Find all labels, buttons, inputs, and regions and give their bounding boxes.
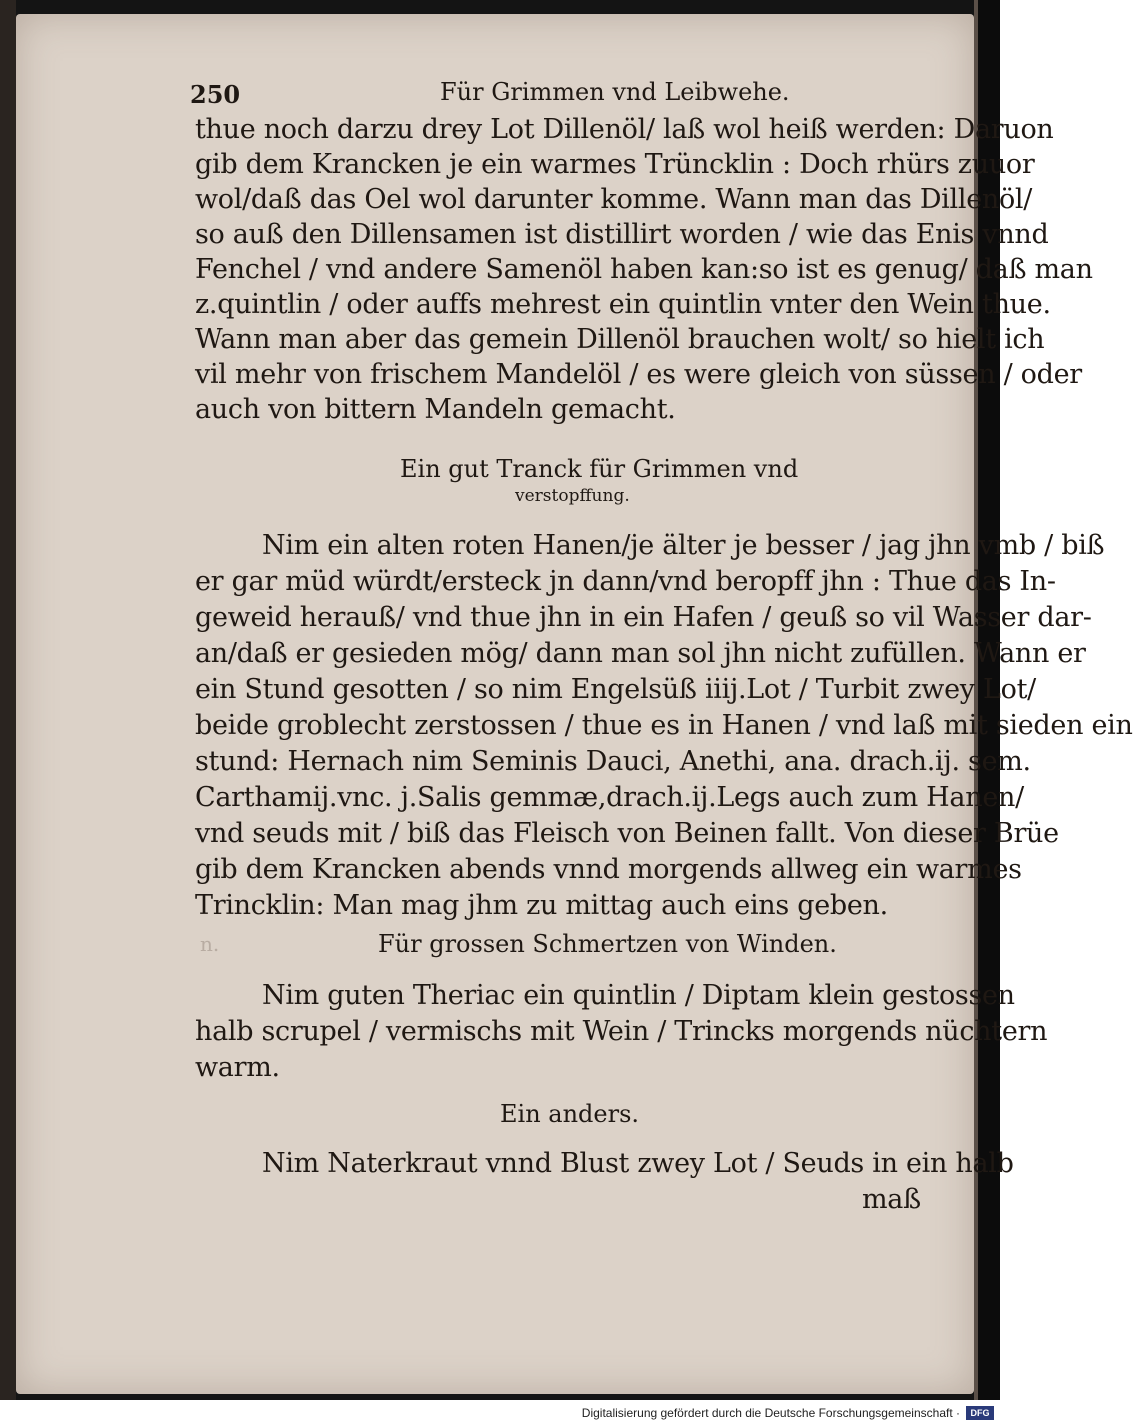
page-left-edge [0,0,16,1400]
text-line: gib dem Krancken je ein warmes Trüncklin : Doch rhürs zuuor [195,149,1035,180]
text-line: warm. [195,1052,280,1083]
text-line: halb scrupel / vermischs mit Wein / Trincks morgends nüchtern [195,1016,1048,1047]
text-line: z.quintlin / oder auffs mehrest ein quintlin vnter den Wein thue. [195,289,1051,320]
text-line: Nim ein alten roten Hanen/je älter je besser / jag jhn vmb / biß [262,530,1105,561]
section-heading: Ein anders. [500,1100,640,1128]
text-line: Nim guten Theriac ein quintlin / Diptam klein gestossen [262,980,1015,1011]
text-line: Fenchel / vnd andere Samenöl haben kan:so ist es genug/ daß man [195,254,1093,285]
text-line: stund: Hernach nim Seminis Dauci, Anethi, ana. drach.ij. sem. [195,746,1031,777]
section-heading: Ein gut Tranck für Grimmen vnd [400,455,799,483]
text-line: Wann man aber das gemein Dillenöl brauchen wolt/ so hielt ich [195,324,1045,355]
footer-bar [0,1400,1000,1424]
bleed-through-mark: n. [200,932,220,956]
text-line: beide groblecht zerstossen / thue es in Hanen / vnd laß mit sieden ein [195,710,1133,741]
text-line: vil mehr von frischem Mandelöl / es were gleich von süssen / oder [195,359,1082,390]
catchword: maß [862,1184,921,1215]
text-line: so auß den Dillensamen ist distillirt worden / wie das Enis vnnd [195,219,1049,250]
dfg-logo: DFG [966,1406,994,1420]
running-title: Für Grimmen vnd Leibwehe. [440,78,790,106]
text-line: Trincklin: Man mag jhm zu mittag auch eins geben. [195,890,888,921]
text-line: er gar müd würdt/ersteck jn dann/vnd beropff jhn : Thue das In- [195,566,1056,597]
text-line: an/daß er gesieden mög/ dann man sol jhn nicht zufüllen. Wann er [195,638,1086,669]
text-line: Nim Naterkraut vnnd Blust zwey Lot / Seuds in ein halb [262,1148,1014,1179]
section-heading-sub: verstopffung. [515,486,630,506]
text-line: ein Stund gesotten / so nim Engelsüß iiij.Lot / Turbit zwey Lot/ [195,674,1036,705]
text-line: thue noch darzu drey Lot Dillenöl/ laß wol heiß werden: Daruon [195,114,1054,145]
funding-credit: Digitalisierung gefördert durch die Deutsche Forschungsgemeinschaft · [581,1406,960,1420]
text-line: gib dem Krancken abends vnnd morgends allweg ein warmes [195,854,1022,885]
text-line: auch von bittern Mandeln gemacht. [195,394,676,425]
text-line: vnd seuds mit / biß das Fleisch von Beinen fallt. Von dieser Brüe [195,818,1059,849]
text-line: geweid herauß/ vnd thue jhn in ein Hafen / geuß so vil Wasser dar- [195,602,1092,633]
text-line: wol/daß das Oel wol darunter komme. Wann man das Dillenöl/ [195,184,1033,215]
section-heading: Für grossen Schmertzen von Winden. [378,930,837,958]
text-line: Carthamij.vnc. j.Salis gemmæ,drach.ij.Legs auch zum Hanen/ [195,782,1024,813]
page-number: 250 [190,80,241,109]
